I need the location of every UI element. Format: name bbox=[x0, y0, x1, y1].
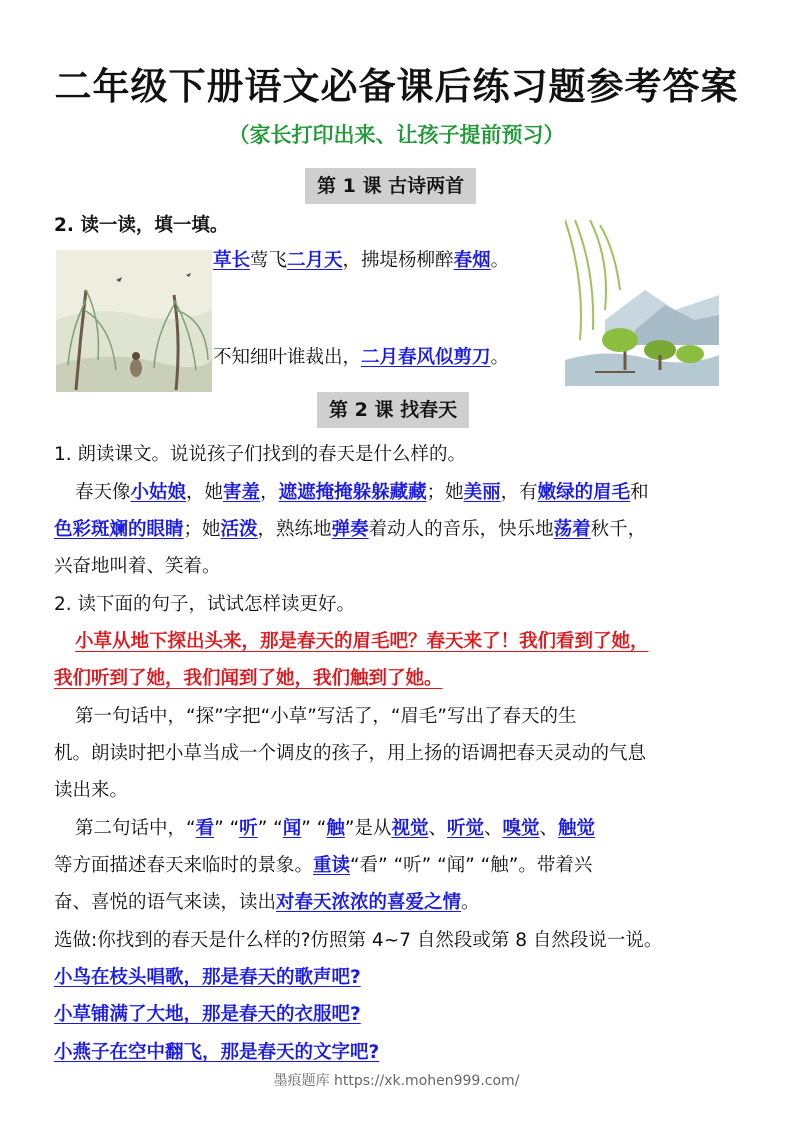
text: 奋、喜悦的语气来读，读出 bbox=[54, 892, 277, 913]
text: ，有 bbox=[500, 482, 538, 503]
poem-answer: 春烟 bbox=[453, 250, 491, 271]
answer: 弹奏 bbox=[331, 519, 369, 540]
answer: 害羞 bbox=[223, 482, 261, 503]
poem-line-2 bbox=[213, 345, 509, 371]
highlighted-sentence-line-2: 我们听到了她，我们闻到了她，我们触到了她。 bbox=[54, 668, 443, 689]
answer: 遮遮掩掩躲躲藏藏 bbox=[278, 482, 427, 503]
answer: 对春天浓浓的喜爱之情 bbox=[276, 892, 462, 913]
answer: 看 bbox=[195, 818, 215, 839]
explanation-2-line-1 bbox=[75, 816, 595, 842]
poem-text: 莺飞 bbox=[250, 250, 288, 271]
sample-answer-2: 小草铺满了大地，那是春天的衣服吧? bbox=[54, 1004, 361, 1025]
answer-paragraph-1-line-3: 兴奋地叫着、笑着。 bbox=[54, 556, 221, 577]
lesson-2-heading: 第 2 课 找春天 bbox=[317, 392, 469, 428]
text: ，她 bbox=[186, 482, 224, 503]
answer: 闻 bbox=[282, 818, 302, 839]
lesson-1-question-2: 2. 读一读，填一填。 bbox=[54, 215, 229, 236]
text: 春天像 bbox=[75, 482, 131, 503]
optional-exercise: 选做:你找到的春天是什么样的?仿照第 4~7 自然段或第 8 自然段说一说。 bbox=[54, 930, 663, 951]
lesson-2-question-2: 2. 读下面的句子，试试怎样读更好。 bbox=[54, 594, 356, 615]
answer-paragraph-1-line-1 bbox=[75, 480, 649, 506]
page-subtitle: （家长打印出来、让孩子提前预习） bbox=[228, 123, 565, 147]
sample-answer-1: 小鸟在枝头唱歌，那是春天的歌声吧? bbox=[54, 967, 361, 988]
explanation-line-3: 读出来。 bbox=[54, 780, 129, 801]
poem-text: ，拂堤杨柳醉 bbox=[342, 250, 454, 271]
poem-text: 不知细叶谁裁出， bbox=[213, 347, 362, 368]
explanation-line-1: 第一句话中，“探”字把“小草”写活了，“眉毛”写出了春天的生 bbox=[75, 706, 577, 727]
text: ；她 bbox=[183, 519, 221, 540]
text: 着动人的音乐，快乐地 bbox=[368, 519, 554, 540]
text: ”是从 bbox=[344, 818, 392, 839]
highlighted-sentence-line-1: 小草从地下探出头来，那是春天的眉毛吧？春天来了！我们看到了她， bbox=[75, 631, 649, 652]
text: ， bbox=[260, 482, 279, 503]
explanation-2-line-3 bbox=[54, 890, 480, 916]
page-title: 二年级下册语文必备课后练习题参考答案 bbox=[54, 65, 739, 108]
answer: 重读 bbox=[313, 855, 351, 876]
answer: 美丽 bbox=[463, 482, 501, 503]
left-landscape-image bbox=[56, 250, 212, 392]
lesson-2-question-1: 1. 朗读课文。说说孩子们找到的春天是什么样的。 bbox=[54, 444, 467, 465]
answer: 触觉 bbox=[558, 818, 596, 839]
text: ；她 bbox=[426, 482, 464, 503]
text: 。 bbox=[461, 892, 480, 913]
poem-text: 。 bbox=[490, 347, 510, 368]
right-willow-image bbox=[565, 220, 719, 386]
text: ” “ bbox=[301, 818, 327, 839]
text: ，熟练地 bbox=[257, 519, 332, 540]
explanation-2-line-2 bbox=[54, 853, 592, 879]
answer: 小姑娘 bbox=[130, 482, 187, 503]
lesson-1-heading: 第 1 课 古诗两首 bbox=[305, 168, 476, 204]
text: 等方面描述春天来临时的景象。 bbox=[54, 855, 314, 876]
answer: 嫩绿的眉毛 bbox=[537, 482, 631, 503]
answer: 活泼 bbox=[220, 519, 258, 540]
answer: 听 bbox=[239, 818, 258, 839]
poem-answer: 草长 bbox=[213, 250, 251, 271]
text: 、 bbox=[539, 818, 559, 839]
answer: 触 bbox=[326, 818, 345, 839]
text: 秋千， bbox=[590, 519, 647, 540]
answer-paragraph-1-line-2 bbox=[54, 517, 646, 543]
text: “看” “听” “闻” “触”。带着兴 bbox=[350, 855, 593, 876]
answer: 嗅觉 bbox=[502, 818, 540, 839]
explanation-line-2: 机。朗读时把小草当成一个调皮的孩子，用上扬的语调把春天灵动的气息 bbox=[54, 743, 647, 764]
text: 、 bbox=[483, 818, 503, 839]
poem-line-1 bbox=[213, 248, 509, 274]
text: ” “ bbox=[214, 818, 240, 839]
footer-watermark: 墨痕题库 https://xk.mohen999.com/ bbox=[273, 1073, 520, 1089]
poem-answer: 二月天 bbox=[287, 250, 343, 271]
text: ” “ bbox=[257, 818, 283, 839]
text: 、 bbox=[428, 818, 447, 839]
answer: 荡着 bbox=[553, 519, 591, 540]
poem-text: 。 bbox=[490, 250, 510, 271]
text: 第二句话中，“ bbox=[75, 818, 196, 839]
sample-answer-3: 小燕子在空中翻飞，那是春天的文字吧? bbox=[54, 1042, 380, 1063]
answer: 听觉 bbox=[446, 818, 484, 839]
answer: 色彩斑斓的眼睛 bbox=[54, 519, 184, 540]
answer: 视觉 bbox=[391, 818, 429, 839]
text: 和 bbox=[630, 482, 649, 503]
poem-answer: 二月春风似剪刀 bbox=[361, 347, 491, 368]
